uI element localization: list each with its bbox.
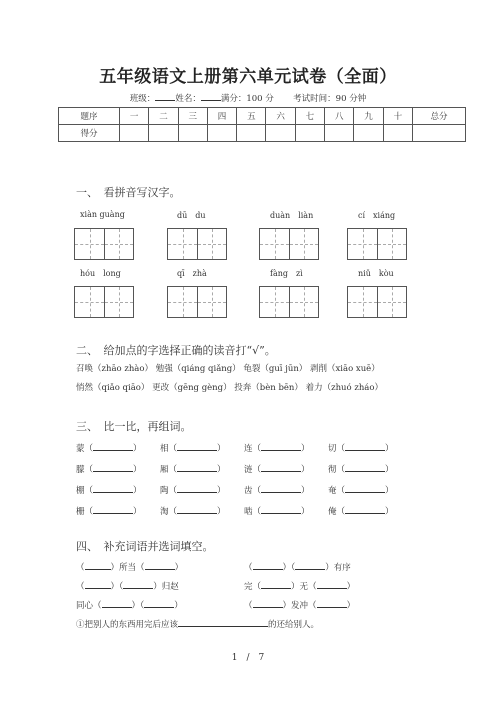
compare-item: 朦（ ） xyxy=(76,462,142,475)
idiom-blank[interactable] xyxy=(253,598,283,608)
word-blank[interactable] xyxy=(177,483,217,493)
word-blank[interactable] xyxy=(93,504,133,514)
score-cell[interactable] xyxy=(325,125,354,142)
idiom-line-2b: 完（ ）无（ ） xyxy=(244,579,355,592)
compare-item: 切（ ） xyxy=(328,441,394,454)
pinyin-label: duàn liàn xyxy=(270,211,314,220)
idiom-blank[interactable] xyxy=(145,560,175,570)
question-text: 的还给别人。 xyxy=(268,620,320,630)
compare-item: 啮（ ） xyxy=(244,504,310,517)
score-cell[interactable] xyxy=(266,125,295,142)
writing-grid[interactable] xyxy=(259,228,319,260)
compare-item: 奄（ ） xyxy=(328,483,394,496)
idiom-blank[interactable] xyxy=(253,560,283,570)
score-table-score-row xyxy=(59,125,466,142)
idiom-text: 同心 xyxy=(76,601,94,611)
col-header: 四 xyxy=(207,108,236,125)
compare-char: 切 xyxy=(328,444,337,454)
reading-item[interactable]: 着力（zhuó zháo） xyxy=(305,383,383,393)
idiom-blank[interactable] xyxy=(123,579,153,589)
score-cell[interactable] xyxy=(237,125,266,142)
compare-char: 奄 xyxy=(328,486,337,496)
col-header: 六 xyxy=(266,108,295,125)
compare-char: 相 xyxy=(160,444,169,454)
compare-char: 啮 xyxy=(244,507,253,517)
compare-char: 彻 xyxy=(328,465,337,475)
idiom-blank[interactable] xyxy=(295,560,325,570)
reading-item[interactable]: 剥削（xiāo xuē） xyxy=(310,364,380,374)
col-header: 八 xyxy=(325,108,354,125)
pinyin-label: dū du xyxy=(177,211,206,220)
idiom-text: 完 xyxy=(244,582,253,592)
idiom-blank[interactable] xyxy=(85,579,111,589)
col-header: 题序 xyxy=(59,108,120,125)
compare-item: 棚（ ） xyxy=(76,483,142,496)
idiom-line-1b: （ ）（ ）有序 xyxy=(244,560,351,573)
word-blank[interactable] xyxy=(261,441,301,451)
word-blank[interactable] xyxy=(177,462,217,472)
pinyin-label: niǔ kòu xyxy=(358,269,394,278)
idiom-line-1: （ ）所当（ ） xyxy=(76,560,183,573)
word-blank[interactable] xyxy=(345,462,385,472)
score-cell[interactable] xyxy=(354,125,383,142)
idiom-line-2: （ ）（ ）归赵 xyxy=(76,579,179,592)
idiom-blank[interactable] xyxy=(144,598,174,608)
score-table xyxy=(58,107,466,142)
compare-item: 俺（ ） xyxy=(328,504,394,517)
word-blank[interactable] xyxy=(261,462,301,472)
col-header: 三 xyxy=(178,108,207,125)
idiom-blank[interactable] xyxy=(317,598,347,608)
compare-item: 厢（ ） xyxy=(160,462,226,475)
compare-item: 蒙（ ） xyxy=(76,441,142,454)
compare-item: 彻（ ） xyxy=(328,462,394,475)
reading-line-2 xyxy=(76,381,383,393)
class-label: 班级： xyxy=(129,94,156,104)
idiom-blank[interactable] xyxy=(102,598,132,608)
score-cell[interactable] xyxy=(383,125,412,142)
page-number: 1 / 7 xyxy=(231,653,265,663)
reading-item[interactable]: 召唤（zhāo zhào） xyxy=(76,364,153,374)
idiom-blank[interactable] xyxy=(85,560,111,570)
col-header: 一 xyxy=(120,108,149,125)
col-header: 总分 xyxy=(413,108,466,125)
pinyin-label: fàng zì xyxy=(270,269,303,278)
reading-item[interactable]: 勉强（qiáng qiǎng） xyxy=(155,364,241,374)
compare-item: 涟（ ） xyxy=(244,462,310,475)
col-header: 五 xyxy=(237,108,266,125)
idiom-text: 所当 xyxy=(119,563,137,573)
compare-char: 棚 xyxy=(76,486,85,496)
score-table-header-row xyxy=(59,108,466,125)
word-blank[interactable] xyxy=(93,483,133,493)
writing-grid[interactable] xyxy=(347,228,407,260)
compare-item: 陶（ ） xyxy=(160,483,226,496)
section1-heading: 一、 看拼音写汉字。 xyxy=(76,186,181,199)
word-blank[interactable] xyxy=(177,504,217,514)
col-header: 二 xyxy=(149,108,178,125)
exam-meta xyxy=(0,91,496,104)
idiom-text: 发冲 xyxy=(291,601,309,611)
page-title: 五年级语文上册第六单元试卷（全面） xyxy=(99,67,397,87)
compare-item: 齿（ ） xyxy=(244,483,310,496)
pinyin-label: qī zhà xyxy=(177,269,207,278)
writing-grid[interactable] xyxy=(74,286,134,318)
idiom-text: 归赵 xyxy=(161,582,179,592)
idiom-line-3: 同心（ ）（ ） xyxy=(76,598,183,611)
compare-char: 连 xyxy=(244,444,253,454)
exam-time: 考试时间：90 分钟 xyxy=(293,94,367,104)
word-blank[interactable] xyxy=(177,441,217,451)
writing-grid[interactable] xyxy=(259,286,319,318)
word-blank[interactable] xyxy=(93,441,133,451)
col-header: 七 xyxy=(295,108,324,125)
compare-item: 淘（ ） xyxy=(160,504,226,517)
compare-item: 连（ ） xyxy=(244,441,310,454)
fill-question-1 xyxy=(76,617,319,630)
word-blank[interactable] xyxy=(93,462,133,472)
score-cell[interactable] xyxy=(413,125,466,142)
name-label: 姓名： xyxy=(175,94,201,104)
idiom-text: 无 xyxy=(299,582,309,592)
col-header: 九 xyxy=(354,108,383,125)
reading-item[interactable]: 投奔（bèn bēn） xyxy=(234,383,303,393)
word-blank[interactable] xyxy=(345,483,385,493)
score-cell[interactable] xyxy=(295,125,324,142)
writing-grid[interactable] xyxy=(167,286,227,318)
compare-char: 厢 xyxy=(160,465,169,475)
pinyin-label: xiàn guàng xyxy=(80,210,125,219)
question-text: ①把别人的东西用完后应该 xyxy=(76,620,179,630)
answer-blank[interactable] xyxy=(178,617,268,627)
name-blank xyxy=(201,91,221,101)
score-cell[interactable] xyxy=(149,125,178,142)
reading-item[interactable]: 悄然（qiǎo qiāo） xyxy=(76,383,150,393)
pinyin-label: hóu long xyxy=(80,269,121,278)
reading-line-1 xyxy=(76,362,380,374)
writing-grid[interactable] xyxy=(74,228,134,260)
writing-grid[interactable] xyxy=(347,286,407,318)
word-blank[interactable] xyxy=(345,504,385,514)
compare-item: 相（ ） xyxy=(160,441,226,454)
class-blank xyxy=(155,91,175,101)
word-blank[interactable] xyxy=(345,441,385,451)
reading-item[interactable]: 龟裂（guī jūn） xyxy=(243,364,308,374)
reading-item[interactable]: 更改（gēng gèng） xyxy=(152,383,232,393)
pinyin-label: cí xiáng xyxy=(358,211,396,220)
compare-char: 俺 xyxy=(328,507,337,517)
compare-char: 齿 xyxy=(244,486,253,496)
compare-char: 淘 xyxy=(160,507,169,517)
compare-char: 栅 xyxy=(76,507,85,517)
section4-heading: 四、 补充词语并选词填空。 xyxy=(76,540,214,553)
col-header: 十 xyxy=(383,108,412,125)
compare-char: 蒙 xyxy=(76,444,85,454)
compare-char: 陶 xyxy=(160,486,169,496)
idiom-blank[interactable] xyxy=(317,579,347,589)
idiom-text: 有序 xyxy=(333,563,351,573)
row-label: 得分 xyxy=(59,125,120,142)
section3-heading: 三、 比一比，再组词。 xyxy=(76,420,192,433)
section2-heading: 二、 给加点的字选择正确的读音打“√”。 xyxy=(76,344,276,357)
full-score: 满分：100 分 xyxy=(220,94,274,104)
score-cell[interactable] xyxy=(178,125,207,142)
score-cell[interactable] xyxy=(207,125,236,142)
compare-char: 涟 xyxy=(244,465,253,475)
compare-char: 朦 xyxy=(76,465,85,475)
idiom-blank[interactable] xyxy=(261,579,291,589)
word-blank[interactable] xyxy=(261,483,301,493)
compare-item: 栅（ ） xyxy=(76,504,142,517)
writing-grid[interactable] xyxy=(167,228,227,260)
idiom-line-3b: （ ）发冲（ ） xyxy=(244,598,355,611)
score-cell[interactable] xyxy=(120,125,149,142)
word-blank[interactable] xyxy=(261,504,301,514)
